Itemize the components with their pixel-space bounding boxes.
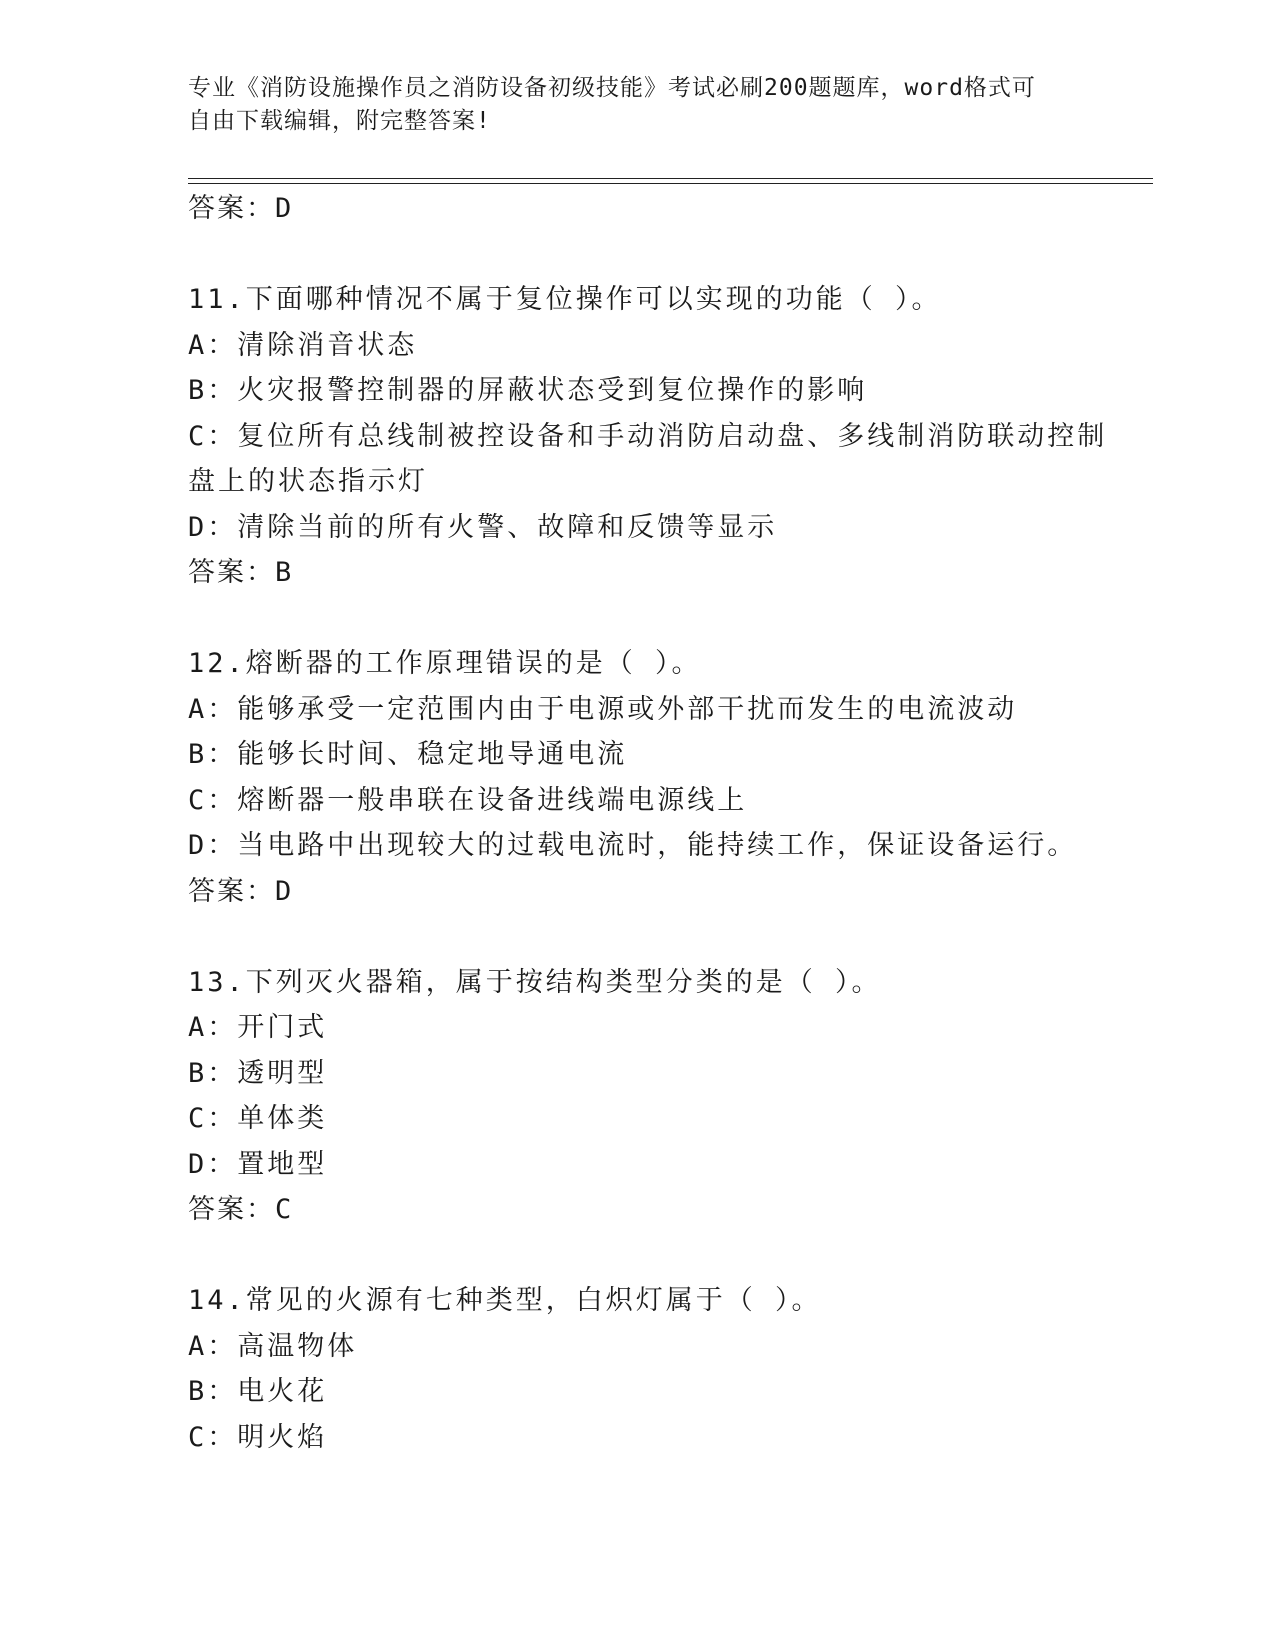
option-b: B：电火花	[188, 1376, 328, 1407]
document-header	[188, 72, 1078, 138]
option-b: B：透明型	[188, 1057, 328, 1089]
question-stem: 14.常见的火源有七种类型，白炽灯属于（ ）。	[188, 1285, 822, 1316]
answer-line: 答案：B	[188, 557, 294, 588]
option-c: C：复位所有总线制被控设备和手动消防启动盘、多线制消防联动控制	[188, 420, 1108, 452]
option-d: D：置地型	[188, 1148, 328, 1180]
option-c: C：单体类	[188, 1103, 328, 1134]
question-stem: 13.下列灭火器箱，属于按结构类型分类的是（ ）。	[188, 966, 882, 998]
option-c: C：明火焰	[188, 1421, 328, 1453]
option-c: C：熔断器一般串联在设备进线端电源线上	[188, 784, 748, 816]
question-list	[188, 186, 1108, 1460]
option-a: A：清除消音状态	[188, 329, 418, 361]
question-stem: 11.下面哪种情况不属于复位操作可以实现的功能（ ）。	[188, 284, 942, 315]
header-divider-top	[188, 178, 1153, 179]
option-c-continued: 盘上的状态指示灯	[188, 466, 428, 497]
option-a: A：开门式	[188, 1012, 328, 1043]
option-a: A：能够承受一定范围内由于电源或外部干扰而发生的电流波动	[188, 693, 1018, 725]
question-11	[188, 277, 1108, 596]
spacer	[188, 1233, 1108, 1279]
answer-line: 答案：D	[188, 193, 294, 224]
spacer	[188, 596, 1108, 642]
option-a: A：高温物体	[188, 1330, 358, 1362]
option-d: D：当电路中出现较大的过载电流时，能持续工作，保证设备运行。	[188, 830, 1078, 861]
question-14	[188, 1278, 1108, 1460]
option-d: D：清除当前的所有火警、故障和反馈等显示	[188, 511, 778, 543]
header-line-1: 专业《消防设施操作员之消防设备初级技能》考试必刷200题题库，word格式可	[188, 75, 1036, 101]
question-stem: 12.熔断器的工作原理错误的是（ ）。	[188, 648, 702, 679]
header-divider-bottom	[188, 183, 1153, 184]
answer-line: 答案：C	[188, 1194, 294, 1225]
answer-line: 答案：D	[188, 875, 294, 907]
question-13	[188, 960, 1108, 1233]
option-b: B：能够长时间、稳定地导通电流	[188, 739, 628, 770]
question-12	[188, 641, 1108, 914]
header-line-2: 自由下载编辑，附完整答案!	[188, 108, 491, 134]
option-b: B：火灾报警控制器的屏蔽状态受到复位操作的影响	[188, 375, 868, 406]
spacer	[188, 232, 1108, 278]
spacer	[188, 914, 1108, 960]
